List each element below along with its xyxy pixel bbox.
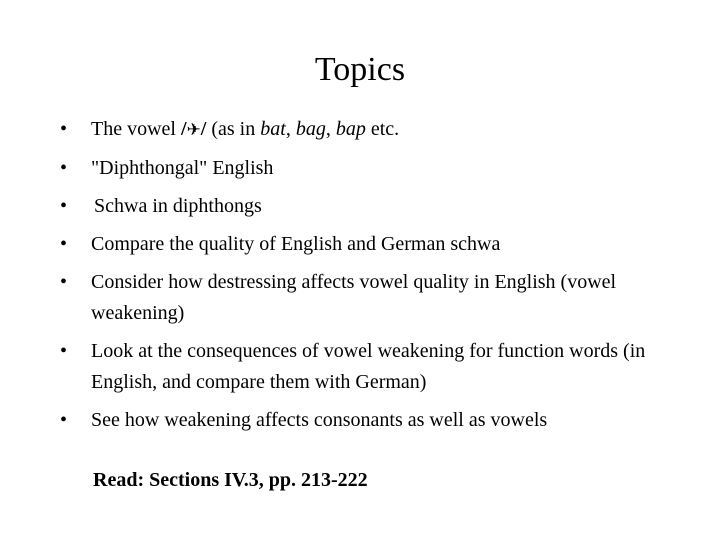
list-item-text: Compare the quality of English and German schwa: [91, 233, 501, 255]
list-item: [60, 153, 680, 184]
list-item: [60, 336, 680, 398]
list-item-text-before: The vowel: [91, 118, 181, 140]
bullet-icon: •: [60, 233, 68, 255]
separator: ,: [325, 118, 336, 140]
list-item-text-after: etc.: [365, 118, 400, 140]
example-word: bat: [260, 118, 286, 140]
phonetic-symbol: ✈: [186, 120, 201, 140]
bullet-icon: •: [60, 118, 68, 140]
bullet-icon: •: [60, 409, 68, 431]
example-word: bag: [295, 118, 326, 140]
list-item-text: See how weakening affects consonants as well as vowels: [91, 409, 548, 431]
slide-title: Topics: [314, 51, 406, 88]
list-item-text: Schwa in diphthongs: [94, 195, 262, 217]
bullet-icon: •: [60, 340, 68, 362]
phonetic-slash-open: /: [180, 118, 187, 140]
bullet-icon: •: [60, 271, 68, 293]
list-item-text: "Diphthongal" English: [91, 157, 274, 179]
list-item: [60, 229, 680, 260]
bullet-icon: •: [60, 195, 68, 217]
example-word: bap: [335, 118, 366, 140]
bullet-icon: •: [60, 157, 68, 179]
phonetic-slash-close: /: [200, 118, 207, 140]
list-item-text-mid: (as in: [206, 118, 261, 140]
list-item: [60, 267, 680, 329]
list-item-text: [91, 118, 399, 140]
separator: ,: [285, 118, 296, 140]
list-item-text: Consider how destressing affects vowel quality in English (vowel weakening): [91, 271, 617, 324]
topic-list: [60, 114, 680, 443]
list-item-text: Look at the consequences of vowel weakening for function words (in English, and compare them with German): [91, 340, 646, 393]
list-item: [60, 114, 680, 146]
list-item: [60, 191, 680, 222]
list-item: [60, 405, 680, 436]
reading-assignment: Read: Sections IV.3, pp. 213-222: [93, 469, 368, 491]
